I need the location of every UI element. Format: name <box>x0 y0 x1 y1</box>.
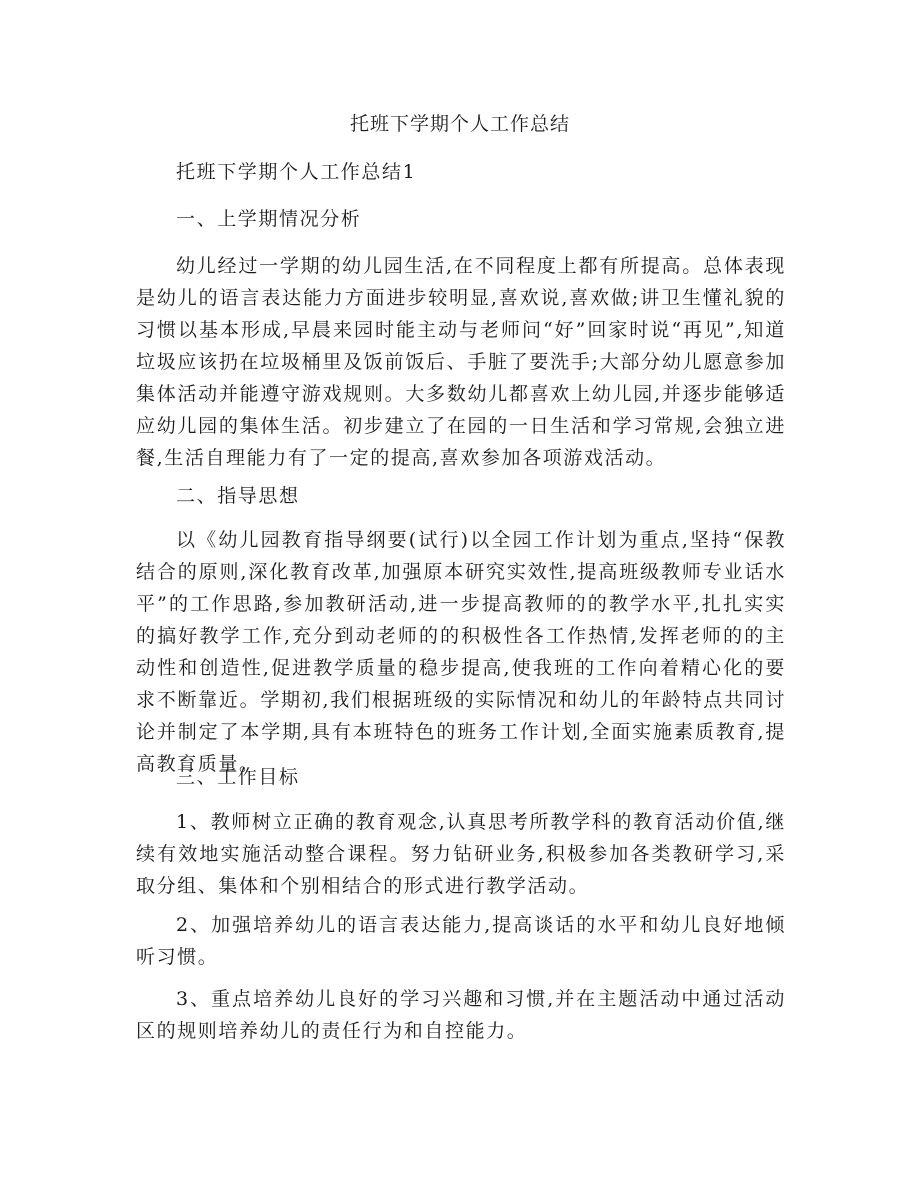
section-heading-1: 一、上学期情况分析 <box>176 208 362 230</box>
section-3-item-3: 3、重点培养幼儿良好的学习兴趣和习惯,并在主题活动中通过活动区的规则培养幼儿的责任行为和自控能力。 <box>136 988 786 1042</box>
section-heading-2: 二、指导思想 <box>176 485 300 507</box>
section-1-paragraph: 幼儿经过一学期的幼儿园生活,在不同程度上都有所提高。总体表现是幼儿的语言表达能力方面进步较明显,喜欢说,喜欢做;讲卫生懂礼貌的习惯以基本形成,早晨来园时能主动与老师问“好”回家时说“再见”,知道垃圾应该扔在垃圾桶里及饭前饭后、手脏了要洗手;大部分幼儿愿意参加集体活动并能遵守游戏规则。大多数幼儿都喜欢上幼儿园,并逐步能够适应幼儿园的集体生活。初步建立了在园的一日生活和学习常规,会独立进餐,生活自理能力有了一定的提高,喜欢参加各项游戏活动。 <box>136 255 786 469</box>
document-subtitle: 托班下学期个人工作总结1 <box>176 161 417 183</box>
document-title: 托班下学期个人工作总结 <box>349 113 570 135</box>
section-3-item-1: 1、教师树立正确的教育观念,认真思考所教学科的教育活动价值,继续有效地实施活动整合课程。努力钻研业务,积极参加各类教研学习,采取分组、集体和个别相结合的形式进行教学活动。 <box>136 811 786 897</box>
section-3-item-2: 2、加强培养幼儿的语言表达能力,提高谈话的水平和幼儿良好地倾听习惯。 <box>136 914 786 968</box>
section-heading-3: 三、工作目标 <box>176 766 300 788</box>
section-2-paragraph: 以《幼儿园教育指导纲要(试行)以全园工作计划为重点,坚持“保教结合的原则,深化教育改革,加强原本研究实效性,提高班级教师专业话水平”的工作思路,参加教研活动,进一步提高教师的的教学水平,扎扎实实的搞好教学工作,充分到动老师的的积极性各工作热情,发挥老师的的主动性和创造性,促进教学质量的稳步提高,使我班的工作向着精心化的要求不断靠近。学期初,我们根据班级的实际情况和幼儿的年龄特点共同讨论并制定了本学期,具有本班特色的班务工作计划,全面实施素质教育,提高教育质量。 <box>136 529 786 775</box>
